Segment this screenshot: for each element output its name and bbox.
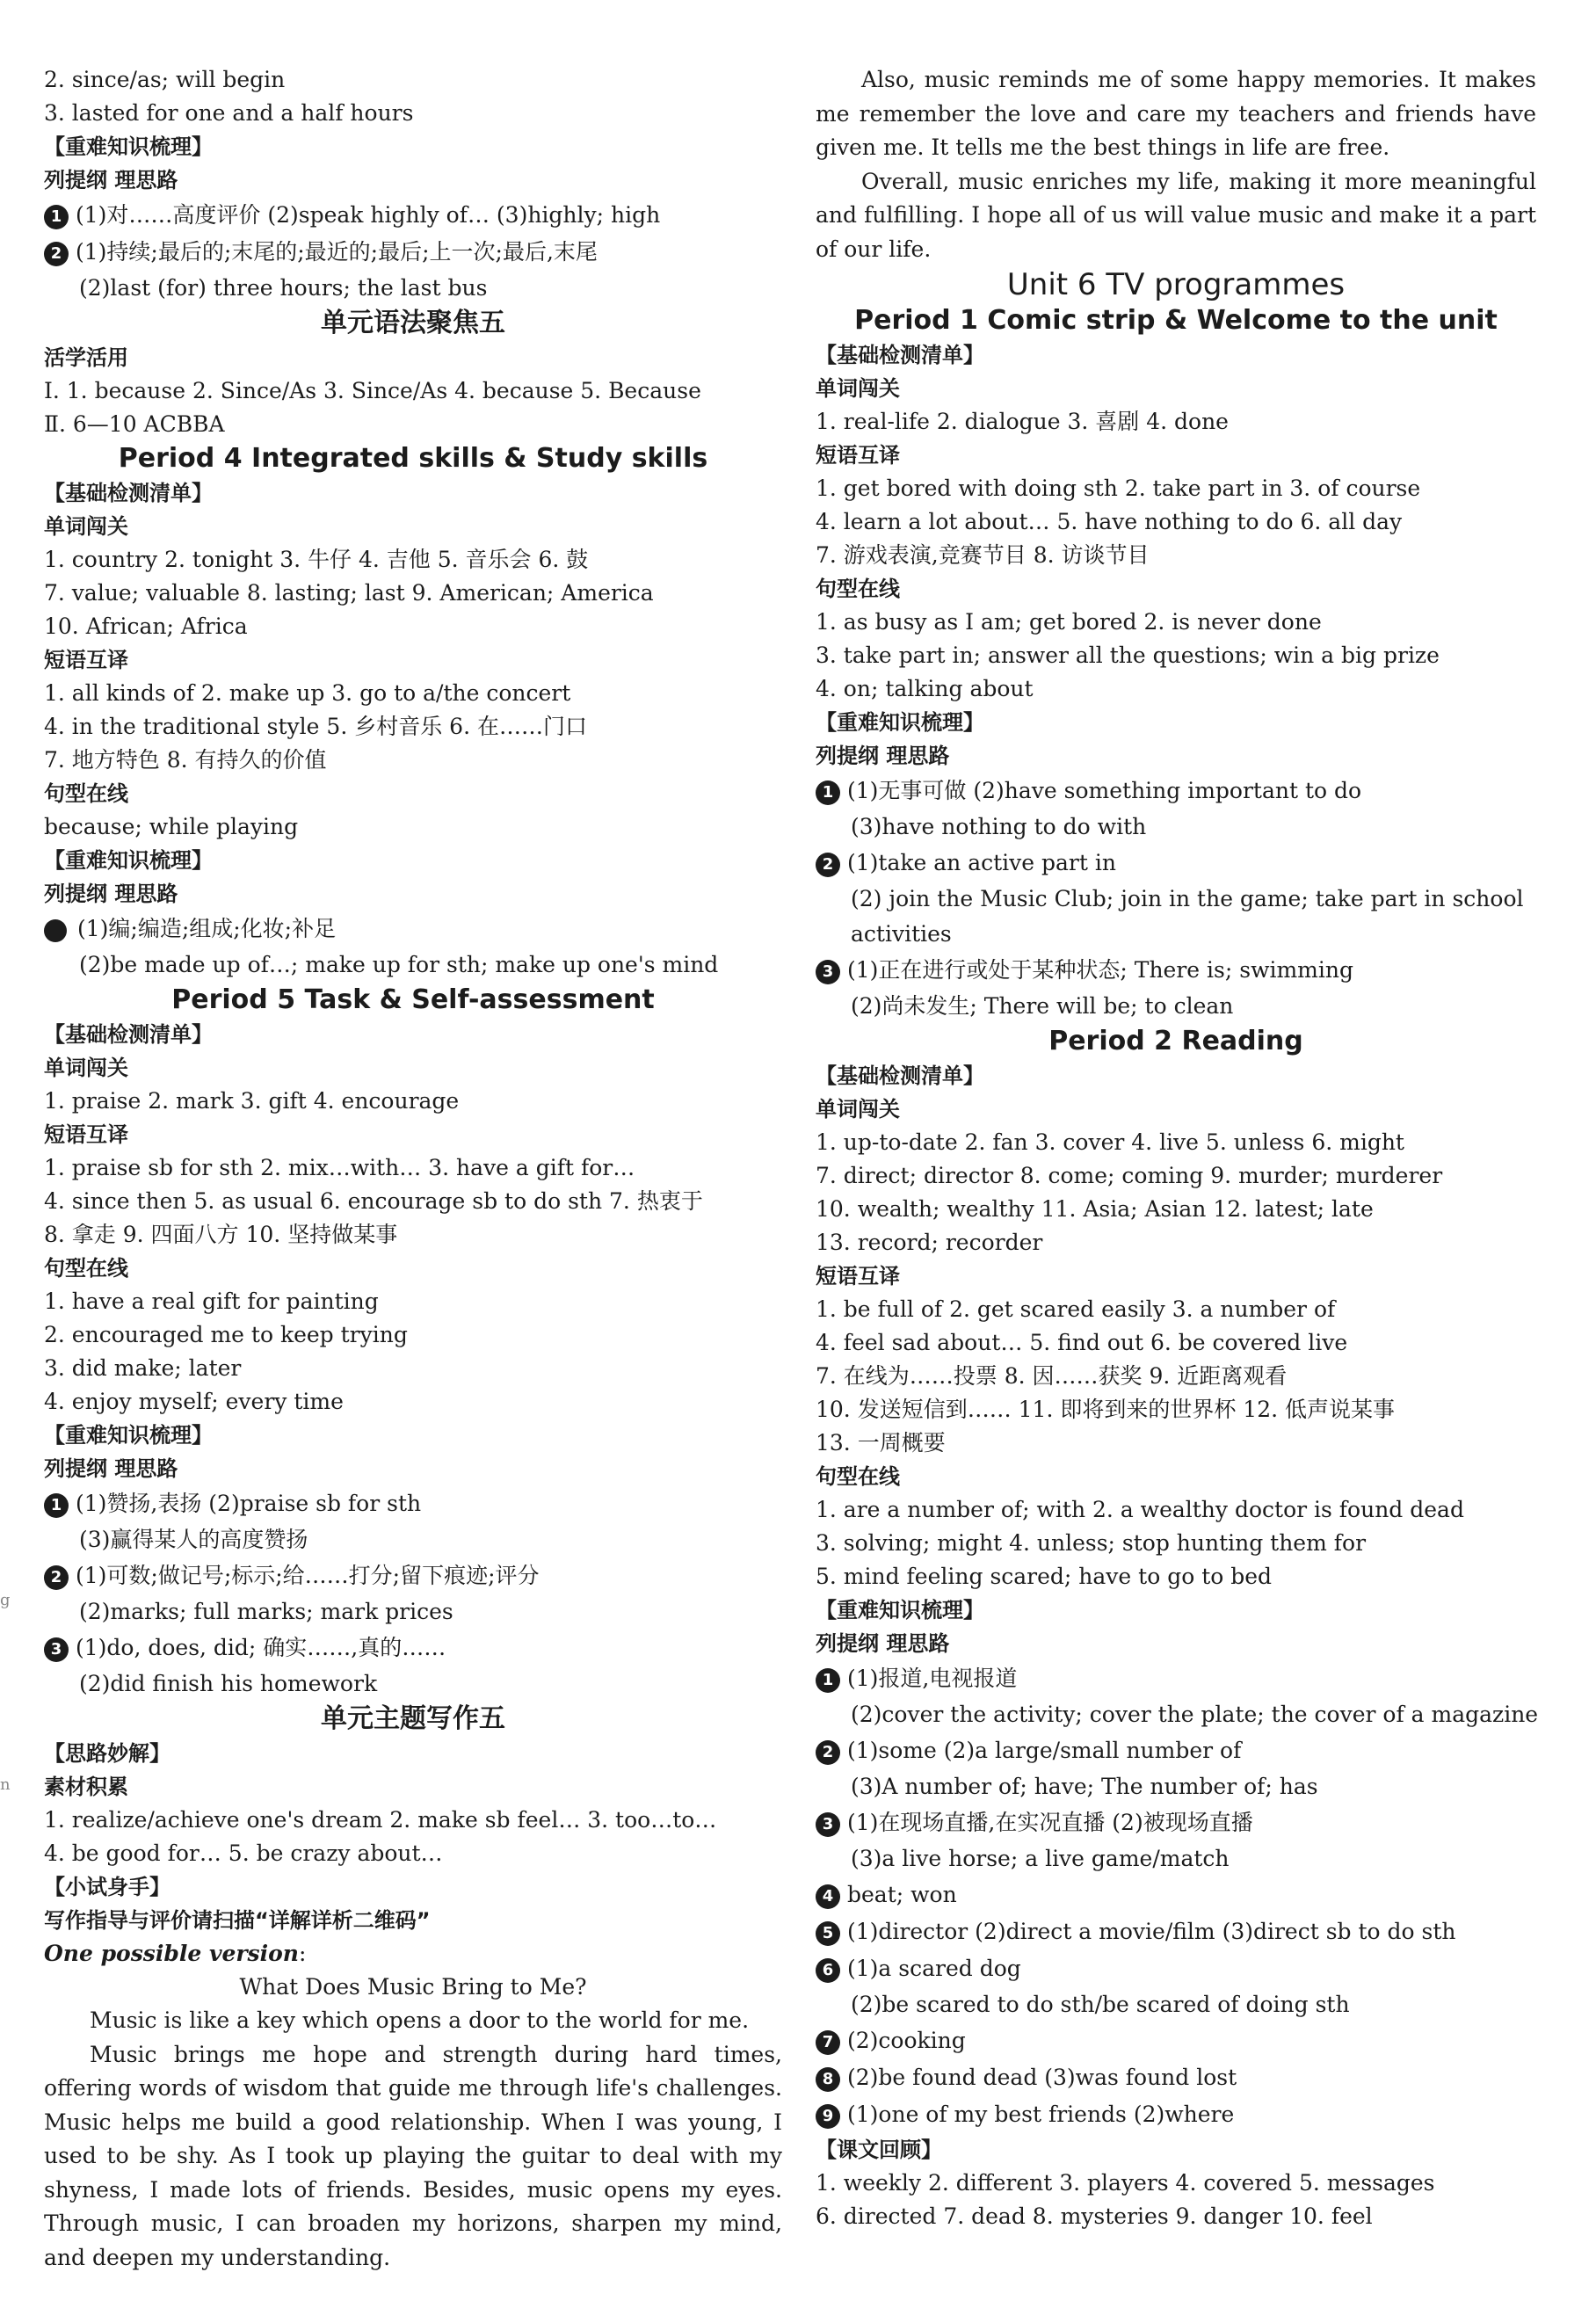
answer-line: 4. since then 5. as usual 6. encourage sb to do sth 7. 热衷于	[44, 1188, 703, 1214]
section-title: 单元语法聚焦五	[321, 308, 505, 338]
period-title: Period 5 Task & Self-assessment	[171, 984, 655, 1015]
subsection-heading: 列提纲 理思路	[44, 1456, 178, 1481]
number-badge: 5	[816, 1921, 840, 1946]
subsection-heading: 句型在线	[816, 1464, 900, 1489]
subsection-heading: 素材积累	[44, 1775, 128, 1799]
answer-line: 7. 游戏表演,竞赛节目 8. 访谈节目	[816, 542, 1150, 568]
answer-line: 1. are a number of; with 2. a wealthy doctor is found dead	[816, 1497, 1464, 1522]
section-heading: 【重难知识梳理】	[44, 1423, 213, 1448]
answer-line: 3. lasted for one and a half hours	[44, 100, 414, 126]
section-heading: 【重难知识梳理】	[44, 134, 213, 159]
answer-line: 7. 在线为……投票 8. 因……获奖 9. 近距离观看	[816, 1363, 1288, 1389]
number-badge: 1	[816, 780, 840, 805]
answer-line: 1. real-life 2. dialogue 3. 喜剧 4. done	[816, 409, 1229, 434]
numbered-item-cont: (3)赢得某人的高度赞扬	[79, 1527, 308, 1552]
subsection-heading: 短语互译	[816, 1264, 900, 1289]
answer-line: 1. get bored with doing sth 2. take part in 3. of course	[816, 475, 1421, 501]
answer-line: 7. 地方特色 8. 有持久的价值	[44, 747, 327, 773]
number-badge: 3	[816, 1812, 840, 1837]
answer-line: 13. 一周概要	[816, 1430, 946, 1456]
numbered-item-cont: (2)尚未发生; There will be; to clean	[851, 993, 1234, 1019]
bullet-dot	[44, 919, 67, 942]
answer-line: 5. mind feeling scared; have to go to bed	[816, 1564, 1273, 1589]
edge-mark: g	[0, 1591, 11, 1609]
section-heading: 【重难知识梳理】	[816, 710, 984, 735]
number-badge: 3	[44, 1637, 69, 1662]
essay-paragraph: Also, music reminds me of some happy memories. It makes me remember the love and care my teachers and friends have given me. It tells me the best things in life are free.	[816, 67, 1536, 160]
answer-line: 3. take part in; answer all the questions; win a big prize	[816, 642, 1440, 668]
answer-line: 4. feel sad about… 5. find out 6. be covered live	[816, 1330, 1348, 1355]
number-badge: 8	[816, 2067, 840, 2092]
subsection-heading: 短语互译	[44, 648, 128, 672]
numbered-item: 2 (1)some (2)a large/small number of	[816, 1732, 1536, 1769]
number-badge: 7	[816, 2030, 840, 2055]
section-heading: 【基础检测清单】	[816, 343, 984, 367]
answer-line: 10. 发送短信到…… 11. 即将到来的世界杯 12. 低声说某事	[816, 1397, 1396, 1422]
numbered-item: 3 (1)正在进行或处于某种状态; There is; swimming	[816, 952, 1536, 989]
essay-paragraph: Music brings me hope and strength during hard times, offering words of wisdom that guide me through life's challenges. Music helps me build a good relationship. When I was young, I used to be shy. As I took up playing the guitar to deal with my shyness, I made lots of friends. Besides, music opens my eyes. Through music, I can broaden my horizons, sharpen my mind, and deepen my understanding.	[44, 2041, 782, 2270]
answer-line: 1. be full of 2. get scared easily 3. a number of	[816, 1296, 1336, 1322]
section-heading: 【重难知识梳理】	[816, 1598, 984, 1622]
numbered-item: 2 (1)take an active part in	[816, 845, 1536, 882]
subsection-heading: 列提纲 理思路	[816, 744, 950, 768]
answer-line: 6. directed 7. dead 8. mysteries 9. danger 10. feel	[816, 2203, 1373, 2229]
section-heading: 【思路妙解】	[44, 1741, 170, 1766]
section-heading: 【基础检测清单】	[44, 481, 213, 505]
subsection-heading: 句型在线	[44, 1256, 128, 1281]
section-heading: 【课文回顾】	[816, 2138, 942, 2162]
answer-line: 7. value; valuable 8. lasting; last 9. American; America	[44, 580, 654, 606]
bullet-item-cont: (2)be made up of…; make up for sth; make up one's mind	[79, 952, 719, 977]
numbered-item: 8 (2)be found dead (3)was found lost	[816, 2059, 1536, 2096]
subsection-heading: 短语互译	[44, 1122, 128, 1147]
subsection-heading: 活学活用	[44, 345, 128, 370]
numbered-item: 3 (1)在现场直播,在实况直播 (2)被现场直播	[816, 1804, 1536, 1841]
section-heading: 【基础检测清单】	[44, 1022, 213, 1047]
number-badge: 1	[816, 1668, 840, 1693]
answer-line: 4. on; talking about	[816, 676, 1034, 701]
answer-line: 7. direct; director 8. come; coming 9. murder; murderer	[816, 1163, 1443, 1188]
numbered-item-cont: (2)marks; full marks; mark prices	[79, 1599, 453, 1624]
numbered-item-cont: (2)last (for) three hours; the last bus	[79, 275, 488, 301]
section-heading: 【基础检测清单】	[816, 1063, 984, 1088]
subsection-heading: 列提纲 理思路	[44, 882, 178, 906]
answer-line: 3. solving; might 4. unless; stop hunting them for	[816, 1530, 1367, 1556]
numbered-item: 2 (1)可数;做记号;标示;给……打分;留下痕迹;评分	[44, 1557, 782, 1594]
number-badge: 2	[816, 1740, 840, 1765]
numbered-item: 9 (1)one of my best friends (2)where	[816, 2096, 1536, 2133]
answer-line: 4. in the traditional style 5. 乡村音乐 6. 在……门口	[44, 714, 587, 739]
answer-line: 3. did make; later	[44, 1355, 242, 1381]
unit-title: Unit 6 TV programmes	[1006, 267, 1346, 302]
number-badge: 1	[44, 205, 69, 229]
subsection-heading: 句型在线	[816, 577, 900, 601]
answer-line: 1. praise 2. mark 3. gift 4. encourage	[44, 1088, 460, 1114]
answer-line: 1. as busy as I am; get bored 2. is never done	[816, 609, 1322, 635]
numbered-item: 6 (1)a scared dog	[816, 1950, 1536, 1987]
numbered-item: 2 (1)持续;最后的;末尾的;最近的;最后;上一次;最后,末尾	[44, 234, 782, 271]
numbered-item: 7 (2)cooking	[816, 2022, 1536, 2059]
subsection-heading: 单词闯关	[816, 376, 900, 401]
numbered-item: 1 (1)无事可做 (2)have something important to do	[816, 773, 1536, 809]
essay-title: What Does Music Bring to Me?	[239, 1974, 587, 2000]
bullet-item: (1)编;编造;组成;化妆;补足	[44, 911, 782, 947]
numbered-item: 1 (1)报道,电视报道	[816, 1660, 1536, 1697]
numbered-item-cont: activities	[851, 921, 952, 947]
numbered-item: 1 (1)赞扬,表扬 (2)praise sb for sth	[44, 1485, 782, 1522]
subsection-heading: 列提纲 理思路	[44, 168, 178, 192]
subsection-heading: 列提纲 理思路	[816, 1631, 950, 1656]
subsection-heading: 单词闯关	[44, 1056, 128, 1080]
essay-paragraph: Music is like a key which opens a door to the world for me.	[90, 2007, 750, 2033]
numbered-item: 4 beat; won	[816, 1877, 1536, 1913]
number-badge: 2	[816, 853, 840, 877]
answer-line: 1. up-to-date 2. fan 3. cover 4. live 5. unless 6. might	[816, 1129, 1404, 1155]
answer-line: 10. wealth; wealthy 11. Asia; Asian 12. latest; late	[816, 1196, 1374, 1222]
period-title: Period 4 Integrated skills & Study skills	[118, 443, 708, 474]
numbered-item-cont: (2)did finish his homework	[79, 1671, 378, 1696]
answer-line: 1. realize/achieve one's dream 2. make sb feel… 3. too…to…	[44, 1807, 717, 1833]
section-title: 单元主题写作五	[321, 1703, 505, 1734]
answer-line: 4. enjoy myself; every time	[44, 1389, 344, 1414]
number-badge: 9	[816, 2104, 840, 2129]
period-title: Period 1 Comic strip & Welcome to the unit	[854, 305, 1498, 336]
number-badge: 6	[816, 1958, 840, 1983]
answer-line: 1. all kinds of 2. make up 3. go to a/the concert	[44, 680, 571, 706]
answer-line: 8. 拿走 9. 四面八方 10. 坚持做某事	[44, 1222, 398, 1247]
numbered-item: 3 (1)do, does, did; 确实……,真的……	[44, 1630, 782, 1666]
answer-line: 4. learn a lot about… 5. have nothing to do 6. all day	[816, 509, 1403, 534]
answer-line: 10. African; Africa	[44, 613, 248, 639]
numbered-item: 1 (1)对……高度评价 (2)speak highly of… (3)highly; high	[44, 197, 782, 234]
answer-line: 1. have a real gift for painting	[44, 1289, 379, 1314]
version-label: One possible version:	[44, 1941, 307, 1966]
subsection-heading: 短语互译	[816, 443, 900, 468]
answer-line: Ⅰ. 1. because 2. Since/As 3. Since/As 4. because 5. Because	[44, 378, 701, 403]
scan-instruction: 写作指导与评价请扫描“详解详析二维码”	[44, 1908, 431, 1933]
answer-line: 2. encouraged me to keep trying	[44, 1322, 408, 1347]
answer-line: 1. weekly 2. different 3. players 4. covered 5. messages	[816, 2170, 1435, 2196]
subsection-heading: 句型在线	[44, 781, 128, 806]
numbered-item-cont: (3)have nothing to do with	[851, 814, 1147, 839]
period-title: Period 2 Reading	[1048, 1026, 1303, 1056]
section-heading: 【重难知识梳理】	[44, 848, 213, 873]
subsection-heading: 单词闯关	[816, 1097, 900, 1122]
answer-line: 2. since/as; will begin	[44, 67, 286, 92]
essay-paragraph: Overall, music enriches my life, making it more meaningful and fulfilling. I hope all of us will value music and make it a part of our life.	[816, 168, 1536, 262]
numbered-item-cont: (2)be scared to do sth/be scared of doing sth	[851, 1992, 1350, 2017]
numbered-item-cont: (3)A number of; have; The number of; has	[851, 1774, 1318, 1799]
right-column	[816, 63, 1539, 2233]
subsection-heading: 单词闯关	[44, 514, 128, 539]
answer-line: 4. be good for… 5. be crazy about…	[44, 1840, 443, 1866]
number-badge: 2	[44, 1565, 69, 1590]
answer-line: 13. record; recorder	[816, 1230, 1043, 1255]
number-badge: 3	[816, 960, 840, 984]
numbered-item-cont: (2) join the Music Club; join in the game; take part in school	[851, 886, 1524, 911]
number-badge: 4	[816, 1884, 840, 1909]
number-badge: 2	[44, 242, 69, 266]
numbered-item: 5 (1)director (2)direct a movie/film (3)direct sb to do sth	[816, 1913, 1536, 1950]
number-badge: 1	[44, 1493, 69, 1518]
answer-line: because; while playing	[44, 814, 299, 839]
answer-line: 1. country 2. tonight 3. 牛仔 4. 吉他 5. 音乐会 6. 鼓	[44, 547, 589, 572]
edge-mark: n	[0, 1775, 11, 1794]
left-column	[44, 63, 782, 2275]
numbered-item-cont: (3)a live horse; a live game/match	[851, 1846, 1230, 1871]
answer-line: Ⅱ. 6—10 ACBBA	[44, 411, 225, 437]
numbered-item-cont: (2)cover the activity; cover the plate; the cover of a magazine	[851, 1702, 1539, 1727]
answer-line: 1. praise sb for sth 2. mix…with… 3. have a gift for…	[44, 1155, 635, 1180]
section-heading: 【小试身手】	[44, 1875, 170, 1899]
